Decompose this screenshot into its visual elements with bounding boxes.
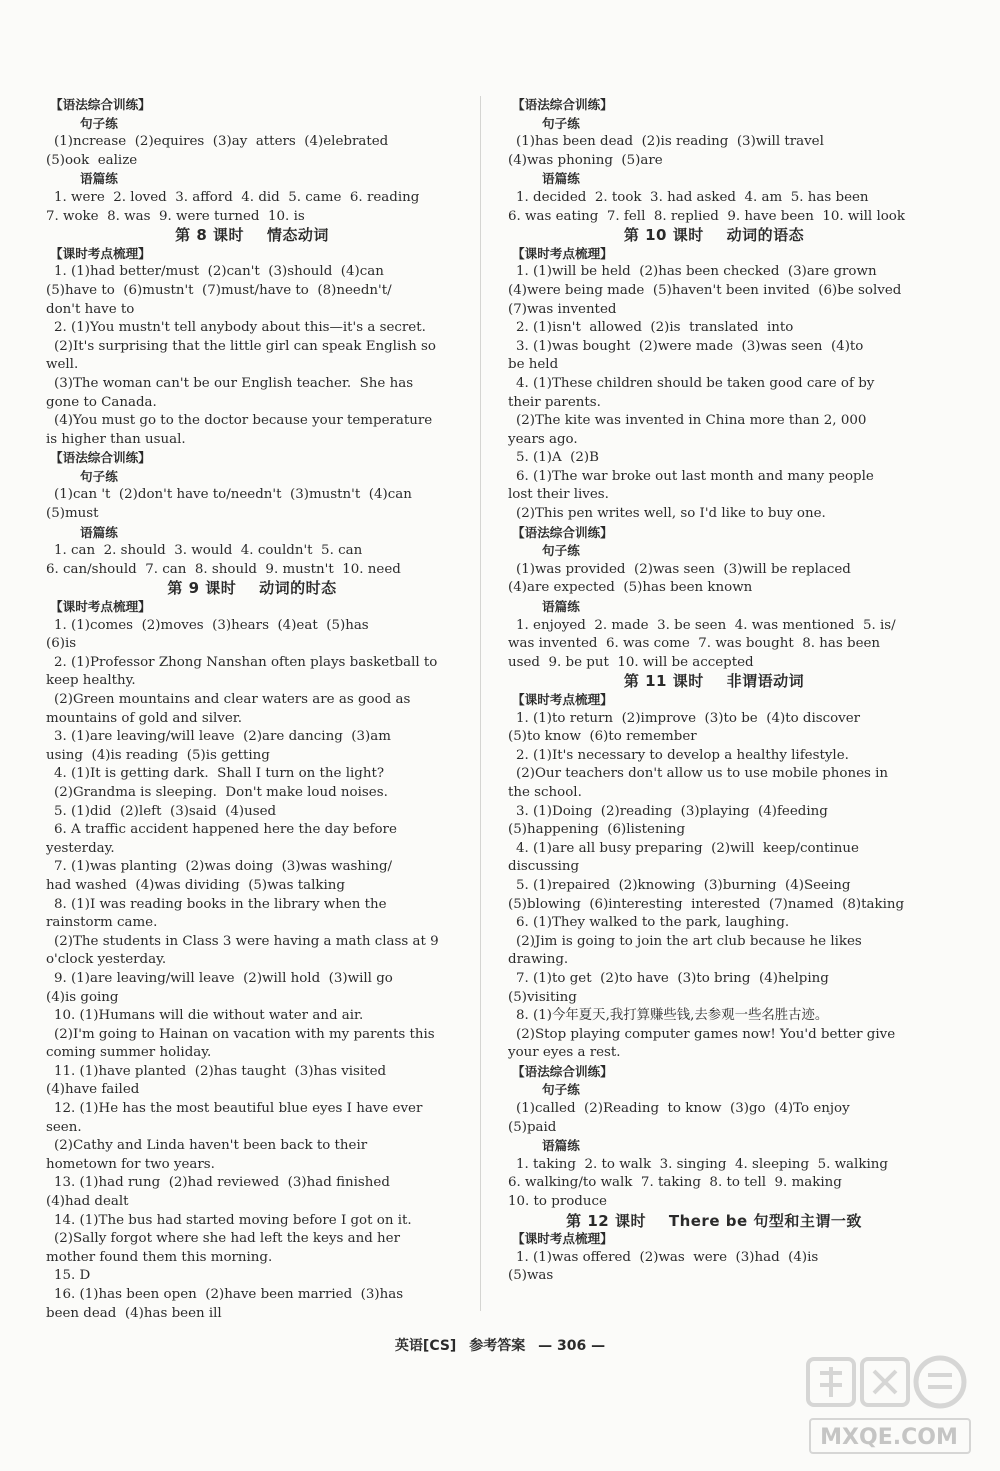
answer-line: had washed (4)was dividing (5)was talking: [46, 877, 345, 893]
answer-line: (5)was: [508, 1268, 554, 1284]
answer-line: hometown for two years.: [46, 1156, 215, 1172]
answer-line: (2)Our teachers don't allow us to use mobile phones in: [516, 766, 889, 782]
answer-line: lost their lives.: [508, 487, 609, 503]
answer-line: 2. (1)You mustn't tell anybody about this—it's a secret.: [54, 320, 426, 336]
section-heading: 【课时考点梳理】: [50, 599, 151, 615]
section-heading: 【课时考点梳理】: [512, 1231, 613, 1247]
answer-line: 1. (1)was offered (2)was were (3)had (4)is: [516, 1249, 819, 1265]
lesson-title: 第 9 课时 动词的时态: [167, 579, 337, 598]
answer-line: discussing: [508, 859, 580, 875]
answer-line: seen.: [46, 1119, 82, 1135]
answer-line: 6. (1)The war broke out last month and many people: [516, 468, 874, 484]
answer-line: was invented 6. was come 7. was bought 8. has been: [508, 636, 881, 652]
answer-line: 1. can 2. should 3. would 4. couldn't 5. can: [54, 543, 363, 559]
subsection-heading: 句子练: [80, 468, 118, 484]
answer-line: 7. (1)to get (2)to have (3)to bring (4)helping: [516, 970, 829, 986]
answer-line: (2)Stop playing computer games now! You'd better give: [516, 1026, 896, 1042]
answer-line: (5)happening (6)listening: [508, 822, 686, 838]
answer-line: mother found them this morning.: [46, 1249, 273, 1265]
answer-line: 5. (1)did (2)left (3)said (4)used: [54, 803, 277, 819]
answer-line: 8. (1)I was reading books in the library when the: [54, 896, 387, 912]
answer-line: 5. (1)repaired (2)knowing (3)burning (4)Seeing: [516, 877, 851, 893]
answer-line: 3. (1)are leaving/will leave (2)are dancing (3)am: [54, 729, 391, 745]
subsection-heading: 语篇练: [80, 171, 118, 187]
answer-line: 1. taking 2. to walk 3. singing 4. sleeping 5. walking: [516, 1156, 888, 1172]
answer-line: 3. (1)Doing (2)reading (3)playing (4)feeding: [516, 803, 828, 819]
lesson-title: 第 11 课时 非谓语动词: [623, 672, 805, 691]
answer-line: (2)Sally forgot where she had left the keys and her: [54, 1231, 401, 1247]
answer-line: 1. (1)to return (2)improve (3)to be (4)to discover: [516, 710, 861, 726]
answer-line: don't have to: [46, 301, 135, 317]
subsection-heading: 语篇练: [542, 1138, 580, 1154]
answer-line: 2. (1)Professor Zhong Nanshan often plays basketball to: [54, 654, 438, 670]
subsection-heading: 句子练: [542, 543, 580, 559]
left-column: [46, 96, 458, 1323]
answer-line: be held: [508, 357, 559, 373]
column-divider: [480, 96, 481, 1311]
answer-line: 1. enjoyed 2. made 3. be seen 4. was mentioned 5. is/: [516, 617, 896, 633]
answer-line: (7)was invented: [508, 301, 617, 317]
section-heading: 【课时考点梳理】: [512, 245, 613, 261]
answer-line: (2)Cathy and Linda haven't been back to their: [54, 1138, 368, 1154]
answer-line: (5)blowing (6)interesting interested (7)named (8)taking: [508, 896, 905, 912]
right-column: [508, 96, 920, 1286]
footer-section: 参考答案: [469, 1338, 526, 1354]
answer-line: 14. (1)The bus had started moving before I got on it.: [54, 1212, 412, 1228]
answer-line: 6. was eating 7. fell 8. replied 9. have been 10. will look: [508, 208, 905, 224]
answer-line: 2. (1)isn't allowed (2)is translated into: [516, 320, 794, 336]
answer-line: 6. can/should 7. can 8. should 9. mustn't 10. need: [46, 561, 401, 577]
answer-line: (4)are expected (5)has been known: [508, 580, 753, 596]
watermark-logo: [800, 1353, 978, 1463]
answer-line: (2)I'm going to Hainan on vacation with my parents this: [54, 1026, 435, 1042]
answer-line: mountains of gold and silver.: [46, 710, 242, 726]
section-heading: 【语法综合训练】: [50, 450, 151, 466]
answer-line: 1. decided 2. took 3. had asked 4. am 5. has been: [516, 189, 869, 205]
answer-line: using (4)is reading (5)is getting: [46, 747, 270, 763]
subsection-heading: 句子练: [542, 1082, 580, 1098]
answer-line: gone to Canada.: [46, 394, 157, 410]
answer-line: (2)The students in Class 3 were having a math class at 9: [54, 933, 439, 949]
lesson-title: 第 12 课时 There be 句型和主谓一致: [566, 1211, 862, 1230]
answer-line: years ago.: [508, 431, 578, 447]
section-heading: 【课时考点梳理】: [50, 245, 151, 261]
answer-line: 1. (1)comes (2)moves (3)hears (4)eat (5)has: [54, 617, 369, 633]
answer-line: (2)It's surprising that the little girl can speak English so: [54, 338, 436, 354]
answer-line: (4)have failed: [46, 1082, 140, 1098]
answer-line: 11. (1)have planted (2)has taught (3)has visited: [54, 1063, 387, 1079]
answer-line: (4)You must go to the doctor because your temperature: [54, 413, 433, 429]
answer-line: 15. D: [54, 1268, 91, 1284]
answer-line: (5)paid: [508, 1119, 557, 1135]
answer-line: well.: [46, 357, 79, 373]
answer-line: (6)is: [46, 636, 77, 652]
answer-line: 5. (1)A (2)B: [516, 450, 599, 466]
answer-line: yesterday.: [46, 840, 115, 856]
answer-line: the school.: [508, 784, 582, 800]
subsection-heading: 句子练: [542, 115, 580, 131]
answer-line: 1. (1)had better/must (2)can't (3)should (4)can: [54, 264, 384, 280]
answer-line: 2. (1)It's necessary to develop a healthy lifestyle.: [516, 747, 849, 763]
answer-line: 6. walking/to walk 7. taking 8. to tell 9. making: [508, 1175, 842, 1191]
section-heading: 【语法综合训练】: [50, 97, 151, 112]
answer-line: rainstorm came.: [46, 915, 158, 931]
lesson-title: 第 10 课时 动词的语态: [623, 226, 805, 245]
answer-line: coming summer holiday.: [46, 1045, 212, 1061]
footer-subject: 英语[CS]: [394, 1338, 457, 1354]
answer-line: 12. (1)He has the most beautiful blue eyes I have ever: [54, 1101, 423, 1117]
answer-line: 4. (1)These children should be taken good care of by: [516, 375, 875, 391]
answer-line: your eyes a rest.: [508, 1045, 621, 1061]
answer-line: 4. (1)are all busy preparing (2)will keep/continue: [516, 840, 859, 856]
answer-line: 9. (1)are leaving/will leave (2)will hold (3)will go: [54, 970, 393, 986]
page-footer: [0, 1335, 1000, 1355]
answer-line: 10. (1)Humans will die without water and air.: [54, 1008, 364, 1024]
answer-line: 1. were 2. loved 3. afford 4. did 5. came 6. reading: [54, 189, 420, 205]
answer-line: 3. (1)was bought (2)were made (3)was seen (4)to: [516, 338, 864, 354]
answer-line: (5)ook ealize: [46, 152, 138, 168]
answer-line: 7. woke 8. was 9. were turned 10. is: [46, 208, 305, 224]
subsection-heading: 句子练: [80, 115, 118, 131]
footer-page-number: — 306 —: [538, 1338, 606, 1354]
answer-line: (2)Green mountains and clear waters are as good as: [54, 692, 411, 707]
answer-line: their parents.: [508, 394, 601, 410]
answer-line: 6. (1)They walked to the park, laughing.: [516, 915, 790, 931]
subsection-heading: 语篇练: [542, 599, 580, 615]
answer-line: 10. to produce: [508, 1194, 607, 1210]
answer-line: (1)can 't (2)don't have to/needn't (3)mustn't (4)can: [54, 487, 412, 503]
answer-line: been dead (4)has been ill: [46, 1305, 222, 1321]
section-heading: 【语法综合训练】: [512, 97, 613, 112]
subsection-heading: 语篇练: [542, 171, 580, 187]
answer-line: (2)Jim is going to join the art club because he likes: [516, 933, 862, 949]
subsection-heading: 语篇练: [80, 524, 118, 540]
answer-line: (1)was provided (2)was seen (3)will be replaced: [516, 561, 851, 577]
section-heading: 【课时考点梳理】: [512, 692, 613, 707]
answer-line: (2)Grandma is sleeping. Don't make loud noises.: [54, 784, 388, 800]
answer-line: keep healthy.: [46, 673, 136, 689]
answer-line: used 9. be put 10. will be accepted: [508, 654, 754, 670]
answer-line: 6. A traffic accident happened here the day before: [54, 822, 397, 838]
answer-line: (5)visiting: [508, 989, 577, 1005]
answer-line: (4)had dealt: [46, 1194, 129, 1210]
answer-line: 1. (1)will be held (2)has been checked (3)are grown: [516, 264, 877, 280]
answer-line: (4)is going: [46, 989, 119, 1005]
section-heading: 【语法综合训练】: [512, 1063, 613, 1079]
answer-line: (2)This pen writes well, so I'd like to buy one.: [516, 506, 826, 522]
answer-line: (1)has been dead (2)is reading (3)will travel: [516, 134, 824, 150]
answer-line: (1)ncrease (2)equires (3)ay atters (4)elebrated: [54, 134, 389, 150]
answer-line: o'clock yesterday.: [46, 952, 167, 968]
answer-line: 8. (1)今年夏天,我打算赚些钱,去参观一些名胜古迹。: [516, 1008, 829, 1024]
answer-line: 13. (1)had rung (2)had reviewed (3)had finished: [54, 1175, 390, 1191]
answer-line: 4. (1)It is getting dark. Shall I turn on the light?: [54, 766, 385, 782]
answer-line: is higher than usual.: [46, 431, 186, 447]
watermark-url: MXQE.COM: [820, 1425, 958, 1450]
answer-line: (1)called (2)Reading to know (3)go (4)To enjoy: [516, 1101, 850, 1117]
answer-line: (2)The kite was invented in China more than 2, 000: [516, 413, 867, 429]
lesson-title: 第 8 课时 情态动词: [175, 226, 329, 245]
section-heading: 【语法综合训练】: [512, 524, 613, 540]
answer-line: (5)to know (6)to remember: [508, 729, 697, 745]
answer-line: 16. (1)has been open (2)have been married (3)has: [54, 1287, 404, 1302]
answer-line: drawing.: [508, 952, 569, 968]
answer-line: (3)The woman can't be our English teacher. She has: [54, 375, 414, 391]
answer-line: (5)have to (6)mustn't (7)must/have to (8)needn't/: [46, 282, 392, 298]
answer-line: (4)was phoning (5)are: [508, 152, 663, 168]
answer-line: (4)were being made (5)haven't been invited (6)be solved: [508, 282, 902, 298]
answer-line: (5)must: [46, 506, 99, 522]
answer-line: 7. (1)was planting (2)was doing (3)was washing/: [54, 859, 393, 875]
